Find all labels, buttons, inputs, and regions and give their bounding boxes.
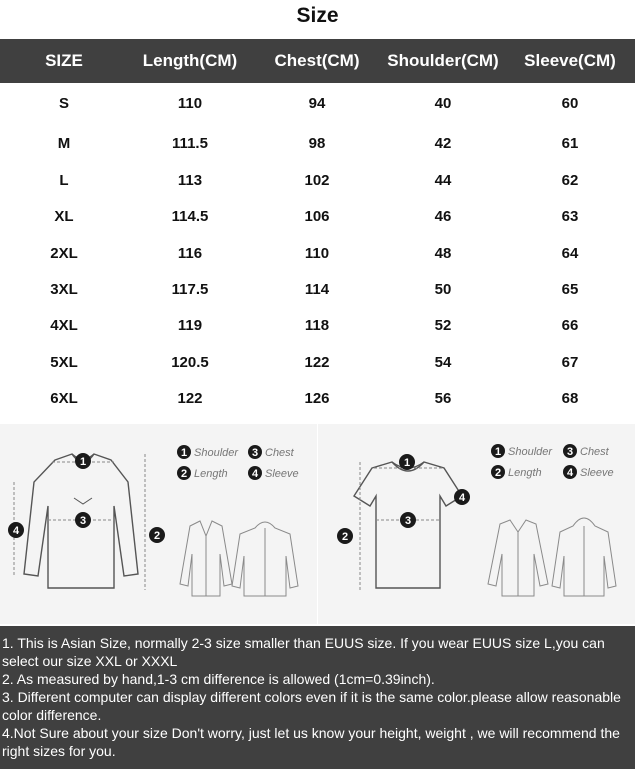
cell-length: 111.5 — [172, 135, 208, 152]
header-size: SIZE — [45, 51, 83, 70]
marker-4-icon — [454, 489, 470, 505]
svg-text:3: 3 — [251, 447, 259, 459]
note-4: 4.Not Sure about your size Don't worry, just let us know your height, weight , we will recommend the right sizes for you. — [2, 725, 620, 759]
cell-size: 4XL — [50, 317, 78, 334]
cell-shoulder: 44 — [434, 172, 452, 189]
svg-text:3: 3 — [404, 515, 412, 527]
marker-1-icon — [399, 454, 415, 470]
table-header — [0, 39, 635, 83]
cell-chest: 110 — [304, 245, 330, 262]
svg-text:Length: Length — [194, 468, 228, 480]
table-row — [0, 390, 635, 410]
header-sleeve: Sleeve(CM) — [524, 51, 616, 70]
cell-length: 122 — [177, 390, 203, 407]
svg-text:Shoulder: Shoulder — [194, 447, 239, 459]
svg-text:Shoulder: Shoulder — [508, 446, 553, 458]
cell-shoulder: 46 — [434, 208, 452, 225]
cell-length: 120.5 — [171, 354, 209, 371]
svg-text:1: 1 — [494, 446, 502, 458]
marker-1-icon — [75, 453, 91, 469]
cell-chest: 114 — [304, 281, 330, 298]
svg-text:2: 2 — [180, 468, 188, 480]
cell-sleeve: 65 — [561, 281, 579, 298]
svg-text:4: 4 — [12, 525, 20, 537]
svg-text:Length: Length — [508, 467, 542, 479]
table-row — [0, 354, 635, 374]
cell-length: 116 — [177, 245, 203, 262]
cell-sleeve: 63 — [561, 208, 579, 225]
marker-3-icon — [75, 512, 91, 528]
cell-chest: 102 — [304, 172, 330, 189]
svg-text:1: 1 — [79, 456, 87, 468]
cell-size: 5XL — [50, 354, 78, 371]
svg-text:3: 3 — [79, 515, 87, 527]
cell-chest: 126 — [304, 390, 330, 407]
marker-3-icon — [400, 512, 416, 528]
header-shoulder: Shoulder(CM) — [387, 51, 499, 70]
cell-chest: 106 — [304, 208, 330, 225]
svg-text:2: 2 — [153, 530, 161, 542]
header-chest: Chest(CM) — [274, 51, 360, 70]
cell-shoulder: 52 — [434, 317, 452, 334]
cell-size: XL — [54, 208, 74, 225]
cell-shoulder: 56 — [434, 390, 452, 407]
cell-sleeve: 68 — [561, 390, 579, 407]
svg-text:Chest: Chest — [265, 447, 294, 459]
cell-length: 114.5 — [171, 208, 209, 225]
cell-length: 113 — [177, 172, 203, 189]
table-row — [0, 95, 635, 115]
table-row — [0, 317, 635, 337]
svg-text:4: 4 — [458, 492, 466, 504]
cell-chest: 98 — [308, 135, 326, 152]
svg-text:4: 4 — [566, 467, 574, 479]
note-3: 3. Different computer can display different colors even if it is the same color.please allow reasonable color difference. — [2, 689, 621, 723]
cell-size: 6XL — [50, 390, 78, 407]
page-title: Size — [296, 4, 339, 27]
cell-chest: 122 — [304, 354, 330, 371]
cell-length: 110 — [177, 95, 203, 112]
cell-sleeve: 64 — [561, 245, 579, 262]
cell-size: L — [59, 172, 69, 189]
cell-sleeve: 66 — [561, 317, 579, 334]
marker-2-icon — [149, 527, 165, 543]
marker-2-icon — [337, 528, 353, 544]
cell-shoulder: 54 — [434, 354, 452, 371]
table-row — [0, 208, 635, 228]
marker-4-icon — [8, 522, 24, 538]
notes-panel — [0, 626, 635, 769]
cell-size: 2XL — [50, 245, 78, 262]
table-row — [0, 172, 635, 192]
cell-sleeve: 62 — [561, 172, 579, 189]
table-row — [0, 245, 635, 265]
cell-sleeve: 67 — [561, 354, 579, 371]
svg-text:4: 4 — [251, 468, 259, 480]
cell-shoulder: 42 — [434, 135, 452, 152]
cell-shoulder: 40 — [434, 95, 452, 112]
cell-chest: 94 — [308, 95, 326, 112]
measurement-diagram — [0, 424, 635, 624]
header-length: Length(CM) — [142, 51, 238, 70]
svg-text:1: 1 — [403, 457, 411, 469]
svg-text:2: 2 — [341, 531, 349, 543]
svg-text:Chest: Chest — [580, 446, 609, 458]
cell-length: 119 — [177, 317, 203, 334]
cell-sleeve: 61 — [561, 135, 579, 152]
cell-size: 3XL — [50, 281, 78, 298]
table-row — [0, 135, 635, 155]
cell-sleeve: 60 — [561, 95, 579, 112]
svg-text:1: 1 — [180, 447, 188, 459]
cell-shoulder: 48 — [434, 245, 452, 262]
svg-text:Sleeve: Sleeve — [265, 468, 299, 480]
svg-text:Sleeve: Sleeve — [580, 467, 614, 479]
note-2: 2. As measured by hand,1-3 cm difference is allowed (1cm=0.39inch). — [2, 671, 435, 687]
cell-chest: 118 — [304, 317, 330, 334]
note-1: 1. This is Asian Size, normally 2-3 size smaller than EUUS size. If you wear EUUS size L,you can select our size XXL or XXXL — [2, 635, 605, 669]
table-row — [0, 281, 635, 301]
cell-shoulder: 50 — [434, 281, 452, 298]
cell-size: S — [58, 95, 69, 112]
svg-text:2: 2 — [494, 467, 502, 479]
cell-length: 117.5 — [171, 281, 209, 298]
cell-size: M — [57, 135, 71, 152]
svg-text:3: 3 — [566, 446, 574, 458]
